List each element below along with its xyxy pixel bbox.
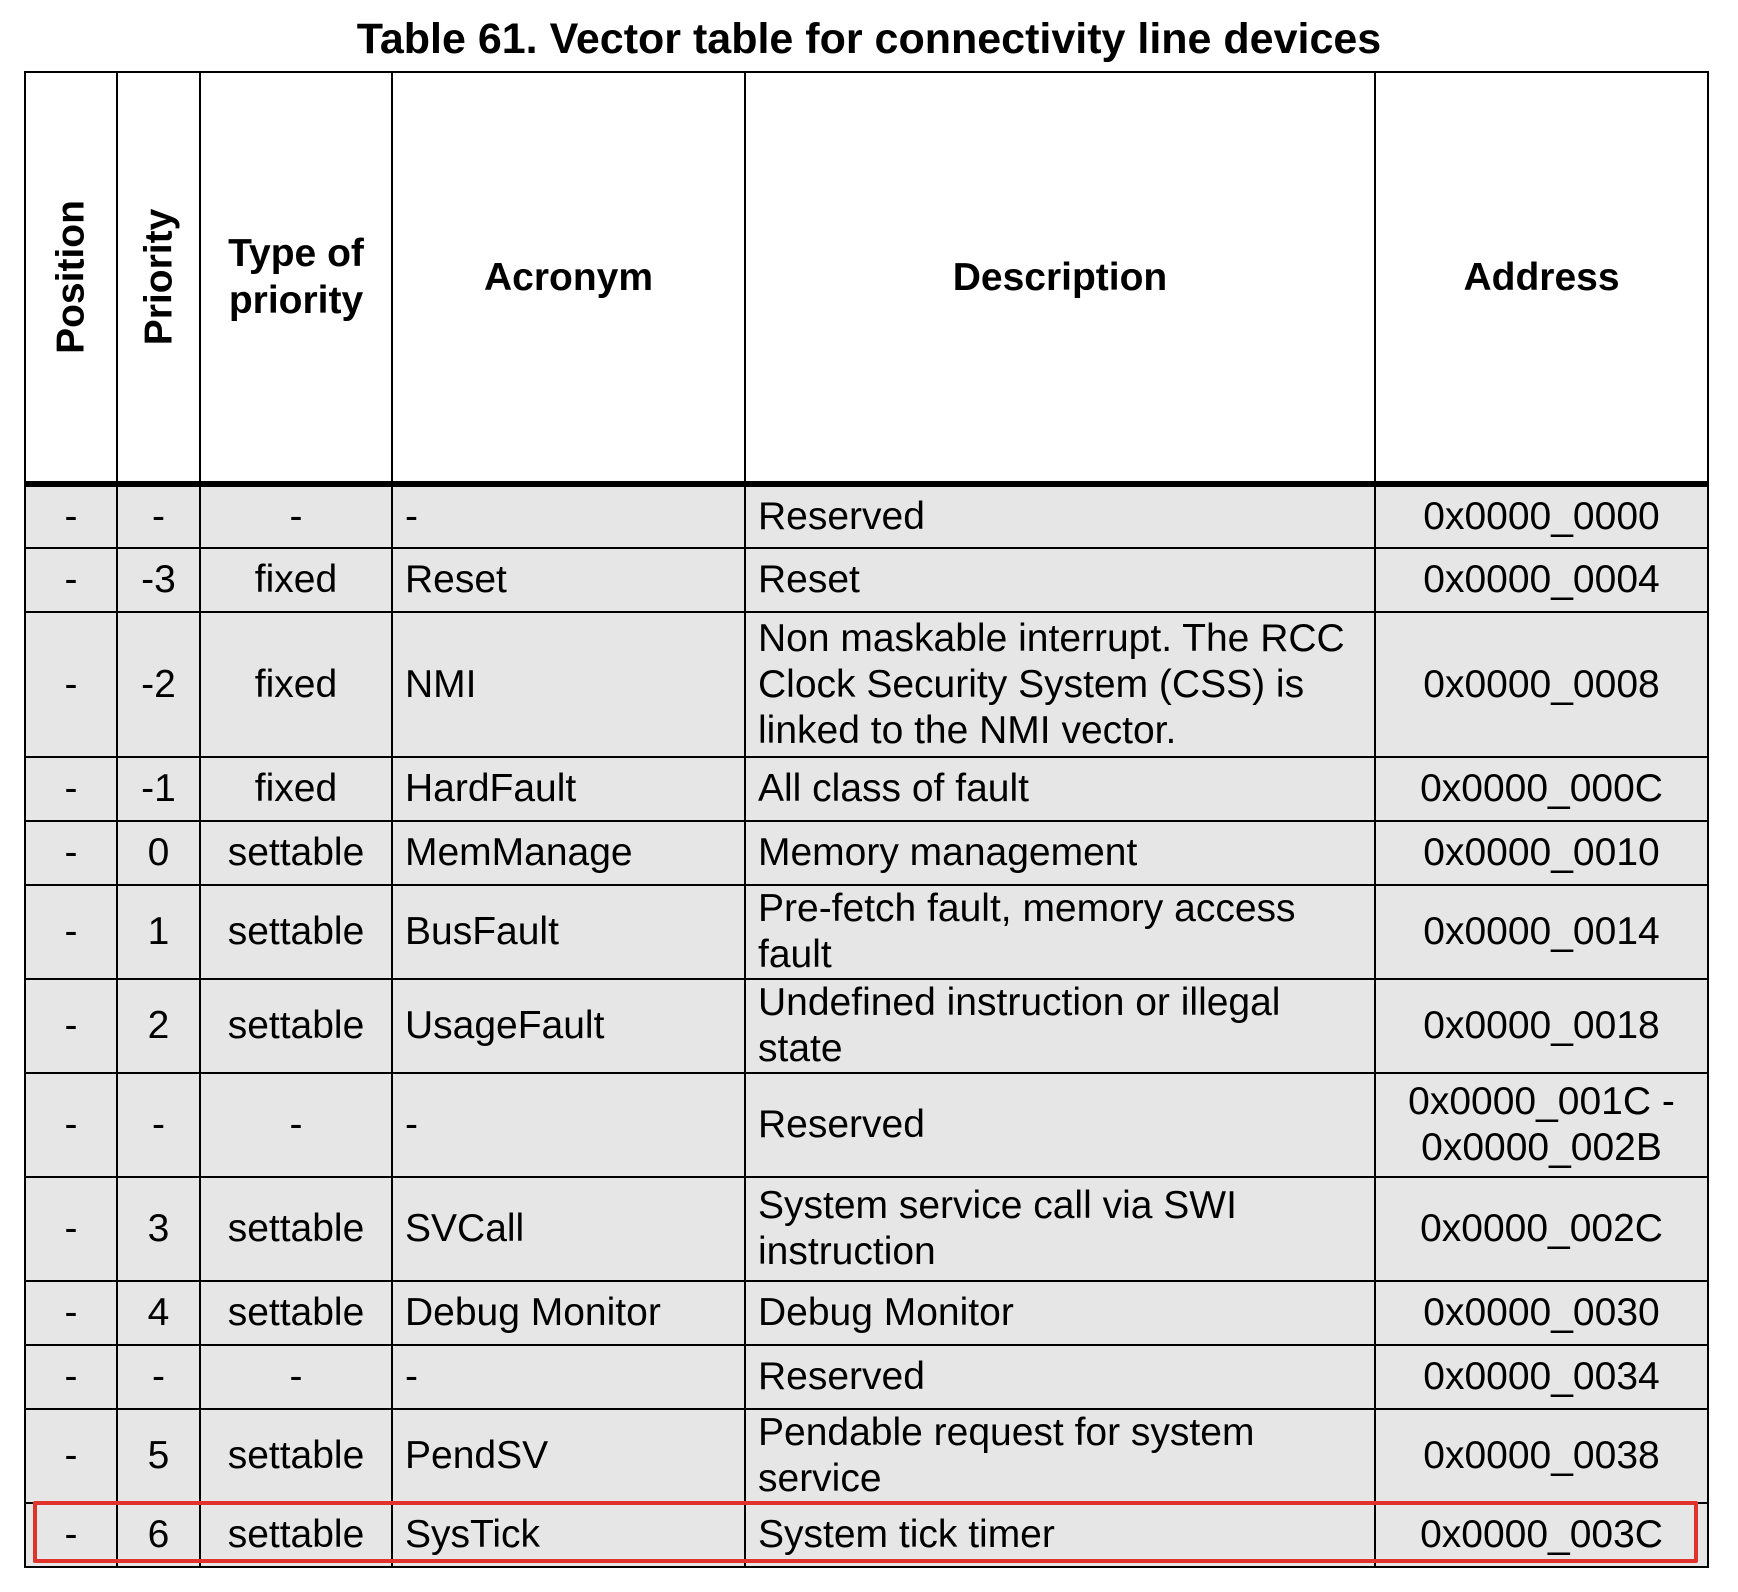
cell-address: 0x0000_001C - 0x0000_002B <box>1375 1073 1708 1177</box>
cell-priority: -2 <box>117 612 200 757</box>
header-type-of-priority: Type of priority <box>200 72 392 484</box>
cell-position: - <box>25 1503 117 1567</box>
table-row <box>25 1281 1708 1345</box>
cell-description: System service call via SWI instruction <box>745 1177 1375 1281</box>
cell-acronym: Debug Monitor <box>392 1281 745 1345</box>
cell-priority: -3 <box>117 548 200 612</box>
cell-position: - <box>25 885 117 979</box>
cell-address: 0x0000_0004 <box>1375 548 1708 612</box>
cell-priority: - <box>117 1073 200 1177</box>
cell-acronym: BusFault <box>392 885 745 979</box>
cell-description: Reset <box>745 548 1375 612</box>
cell-type-of-priority: settable <box>200 979 392 1073</box>
cell-acronym: SysTick <box>392 1503 745 1567</box>
cell-priority: 1 <box>117 885 200 979</box>
cell-priority: -1 <box>117 757 200 821</box>
cell-priority: - <box>117 1345 200 1409</box>
header-description: Description <box>745 72 1375 484</box>
cell-address: 0x0000_0034 <box>1375 1345 1708 1409</box>
cell-description: Non maskable interrupt. The RCC Clock Security System (CSS) is linked to the NMI vector. <box>745 612 1375 757</box>
cell-priority: 5 <box>117 1409 200 1503</box>
cell-position: - <box>25 1345 117 1409</box>
cell-address: 0x0000_0010 <box>1375 821 1708 885</box>
cell-acronym: Reset <box>392 548 745 612</box>
cell-address: 0x0000_0018 <box>1375 979 1708 1073</box>
cell-description: Reserved <box>745 1073 1375 1177</box>
table-row <box>25 612 1708 757</box>
table-row <box>25 1503 1708 1567</box>
cell-type-of-priority: fixed <box>200 612 392 757</box>
cell-acronym: NMI <box>392 612 745 757</box>
table-row <box>25 757 1708 821</box>
cell-description: Pre-fetch fault, memory access fault <box>745 885 1375 979</box>
cell-position: - <box>25 1073 117 1177</box>
cell-type-of-priority: settable <box>200 821 392 885</box>
table-row <box>25 1409 1708 1503</box>
cell-type-of-priority: fixed <box>200 548 392 612</box>
cell-description: Pendable request for system service <box>745 1409 1375 1503</box>
cell-acronym: HardFault <box>392 757 745 821</box>
table-row <box>25 885 1708 979</box>
header-position: Position <box>25 72 117 484</box>
cell-position: - <box>25 821 117 885</box>
cell-priority: 3 <box>117 1177 200 1281</box>
cell-address: 0x0000_0038 <box>1375 1409 1708 1503</box>
cell-type-of-priority: fixed <box>200 757 392 821</box>
cell-address: 0x0000_002C <box>1375 1177 1708 1281</box>
table-caption: Table 61. Vector table for connectivity line devices <box>356 15 1382 63</box>
cell-priority: 0 <box>117 821 200 885</box>
cell-description: Memory management <box>745 821 1375 885</box>
cell-acronym: UsageFault <box>392 979 745 1073</box>
header-row <box>25 72 1708 484</box>
cell-description: Undefined instruction or illegal state <box>745 979 1375 1073</box>
cell-position: - <box>25 757 117 821</box>
cell-type-of-priority: settable <box>200 1409 392 1503</box>
cell-acronym: MemManage <box>392 821 745 885</box>
header-address: Address <box>1375 72 1708 484</box>
table-row <box>25 1177 1708 1281</box>
cell-type-of-priority: - <box>200 1345 392 1409</box>
cell-acronym: PendSV <box>392 1409 745 1503</box>
cell-position: - <box>25 612 117 757</box>
header-priority: Priority <box>117 72 200 484</box>
cell-priority: - <box>117 484 200 548</box>
table-row <box>25 1073 1708 1177</box>
cell-acronym: SVCall <box>392 1177 745 1281</box>
cell-position: - <box>25 484 117 548</box>
cell-position: - <box>25 548 117 612</box>
cell-acronym: - <box>392 1345 745 1409</box>
cell-address: 0x0000_0030 <box>1375 1281 1708 1345</box>
cell-type-of-priority: - <box>200 1073 392 1177</box>
table-row <box>25 1345 1708 1409</box>
cell-description: Reserved <box>745 1345 1375 1409</box>
table-body <box>25 484 1708 1567</box>
vector-table <box>24 71 1709 1568</box>
header-acronym: Acronym <box>392 72 745 484</box>
cell-address: 0x0000_0000 <box>1375 484 1708 548</box>
cell-position: - <box>25 1281 117 1345</box>
cell-type-of-priority: settable <box>200 1281 392 1345</box>
table-row <box>25 484 1708 548</box>
cell-type-of-priority: settable <box>200 885 392 979</box>
cell-address: 0x0000_0014 <box>1375 885 1708 979</box>
cell-description: Reserved <box>745 484 1375 548</box>
cell-acronym: - <box>392 484 745 548</box>
cell-priority: 6 <box>117 1503 200 1567</box>
cell-type-of-priority: settable <box>200 1503 392 1567</box>
cell-type-of-priority: - <box>200 484 392 548</box>
cell-address: 0x0000_003C <box>1375 1503 1708 1567</box>
cell-priority: 4 <box>117 1281 200 1345</box>
cell-description: All class of fault <box>745 757 1375 821</box>
cell-type-of-priority: settable <box>200 1177 392 1281</box>
cell-position: - <box>25 1177 117 1281</box>
cell-position: - <box>25 1409 117 1503</box>
cell-address: 0x0000_0008 <box>1375 612 1708 757</box>
cell-position: - <box>25 979 117 1073</box>
cell-priority: 2 <box>117 979 200 1073</box>
cell-address: 0x0000_000C <box>1375 757 1708 821</box>
cell-acronym: - <box>392 1073 745 1177</box>
cell-description: System tick timer <box>745 1503 1375 1567</box>
table-row <box>25 979 1708 1073</box>
table-row <box>25 548 1708 612</box>
cell-description: Debug Monitor <box>745 1281 1375 1345</box>
table-row <box>25 821 1708 885</box>
